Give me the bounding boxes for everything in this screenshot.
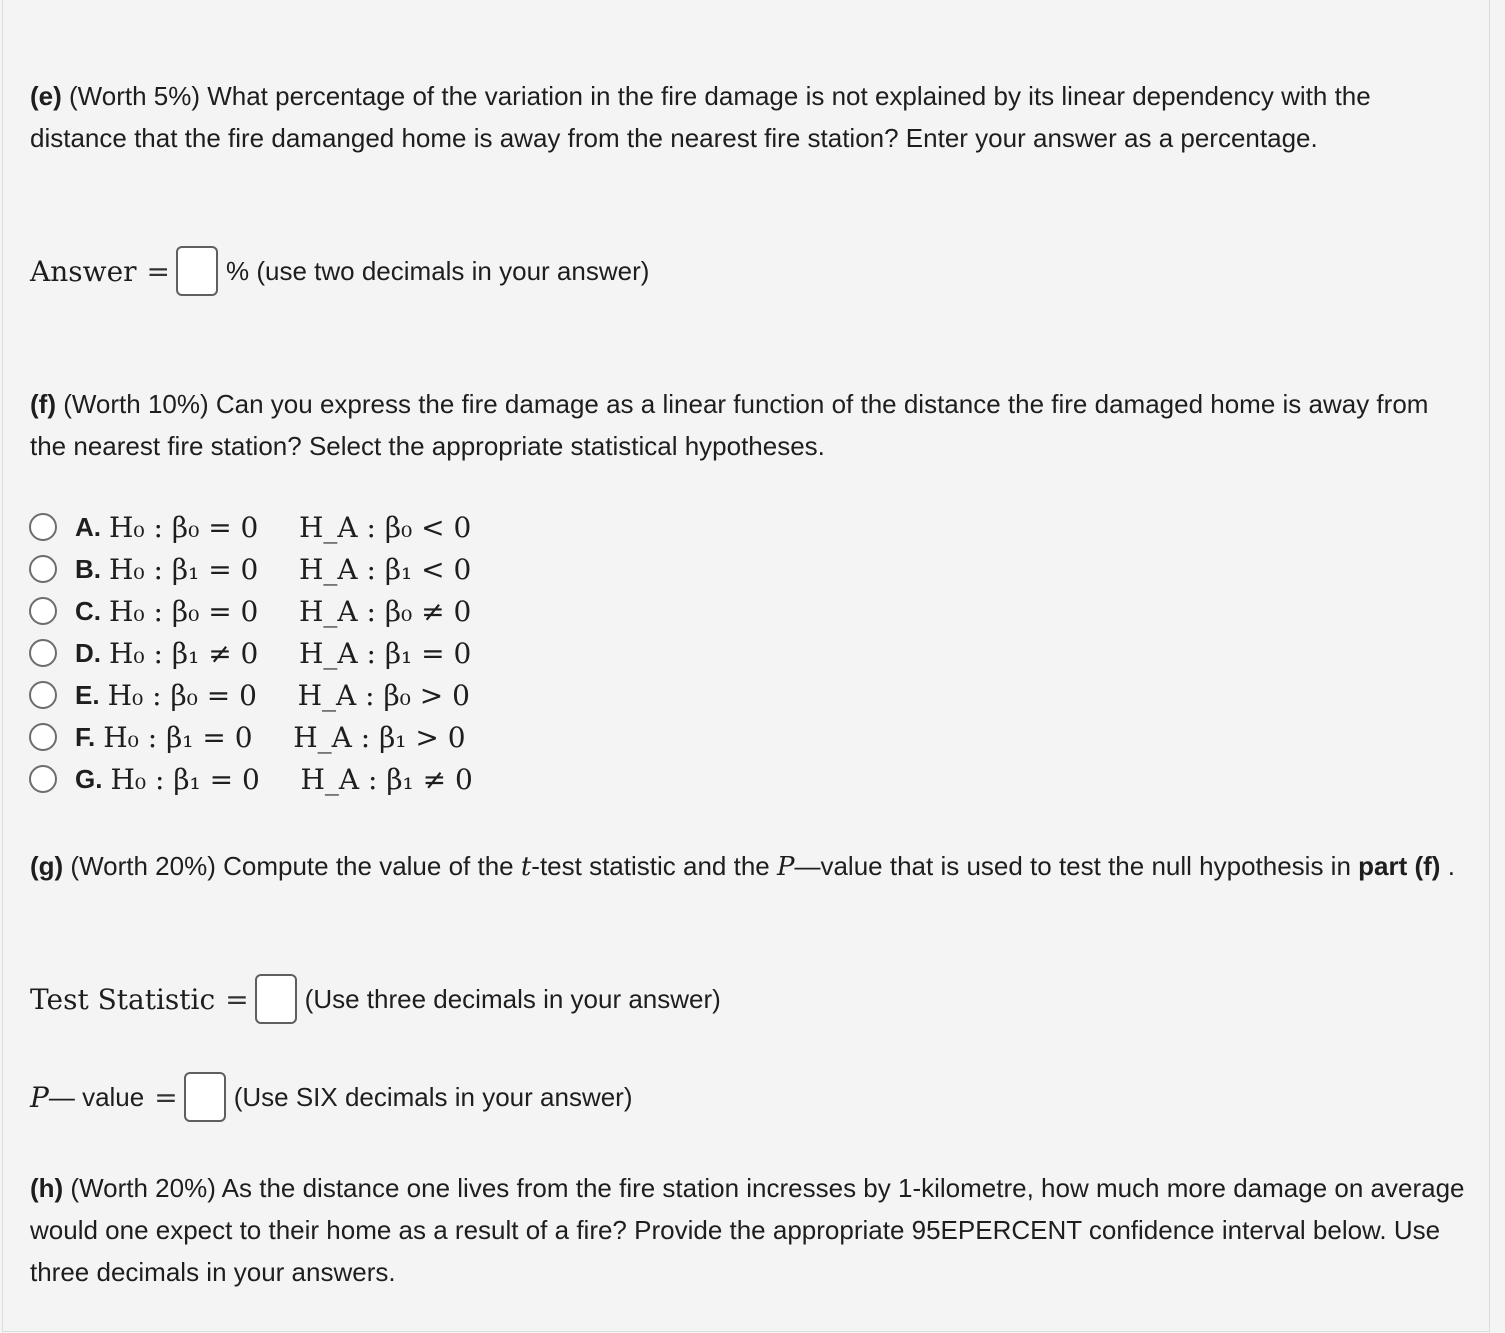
alternative-hypothesis: H_A : β₁ > 0	[293, 720, 466, 754]
part-g-text-1: (Worth 20%) Compute the value of the	[63, 851, 521, 881]
part-g-text-4: .	[1440, 851, 1455, 881]
option-letter: E.	[75, 679, 100, 710]
option-d[interactable]	[29, 632, 471, 674]
p-value-suffix: (Use SIX decimals in your answer)	[233, 1081, 633, 1112]
option-a[interactable]	[29, 506, 471, 548]
null-hypothesis: H₀ : β₁ = 0	[110, 762, 260, 796]
radio-a[interactable]	[29, 513, 57, 541]
option-letter: F.	[75, 721, 96, 752]
part-f-label: (f)	[30, 389, 56, 419]
option-letter: G.	[75, 763, 103, 794]
part-g-text-3: —value that is used to test the null hypothesis in	[794, 851, 1359, 881]
equals-sign: =	[146, 254, 171, 288]
part-g-prompt	[30, 845, 1470, 888]
radio-c[interactable]	[29, 597, 57, 625]
option-letter: D.	[75, 637, 101, 668]
part-h-prompt	[30, 1167, 1470, 1293]
p-value-row	[30, 1069, 633, 1125]
radio-b[interactable]	[29, 555, 57, 583]
part-g-text-2: -test statistic and the	[531, 851, 777, 881]
part-h-text: (Worth 20%) As the distance one lives from the fire station incresses by 1-kilometre, how much more damage on average would one expect to their home as a result of a fire? Provide the appropriate 95EPERCENT confidence interval below. Use three decimals in your answers.	[30, 1173, 1465, 1287]
part-g-label: (g)	[30, 851, 64, 881]
part-e-prompt	[30, 75, 1470, 159]
option-letter: A.	[75, 511, 101, 542]
part-e-answer-row	[30, 243, 649, 299]
null-hypothesis: H₀ : β₀ = 0	[107, 678, 257, 712]
part-f-text: (Worth 10%) Can you express the fire damage as a linear function of the distance the fire damaged home is away from the nearest fire station? Select the appropriate statistical hypotheses.	[30, 389, 1429, 461]
p-value-p: P	[30, 1080, 49, 1114]
null-hypothesis: H₀ : β₁ = 0	[103, 720, 253, 754]
answer-suffix: % (use two decimals in your answer)	[226, 255, 650, 286]
test-statistic-row	[30, 971, 721, 1027]
alternative-hypothesis: H_A : β₀ < 0	[299, 510, 472, 544]
p-value-input[interactable]	[184, 1072, 226, 1122]
question-page	[2, 0, 1490, 1332]
alternative-hypothesis: H_A : β₁ ≠ 0	[300, 762, 473, 796]
t-symbol: t	[520, 852, 532, 882]
option-g[interactable]	[29, 758, 473, 800]
null-hypothesis: H₀ : β₀ = 0	[109, 594, 259, 628]
null-hypothesis: H₀ : β₀ = 0	[109, 510, 259, 544]
alternative-hypothesis: H_A : β₁ < 0	[299, 552, 472, 586]
option-f[interactable]	[29, 716, 466, 758]
option-b[interactable]	[29, 548, 471, 590]
part-e-text: (Worth 5%) What percentage of the variation in the fire damage is not explained by its linear dependency with the distance that the fire damanged home is away from the nearest fire station? Enter your answer as a percentage.	[30, 81, 1371, 153]
radio-d[interactable]	[29, 639, 57, 667]
option-e[interactable]	[29, 674, 470, 716]
radio-f[interactable]	[29, 723, 57, 751]
answer-input[interactable]	[176, 246, 218, 296]
part-f-prompt	[30, 383, 1470, 467]
option-letter: C.	[75, 595, 101, 626]
radio-e[interactable]	[29, 681, 57, 709]
alternative-hypothesis: H_A : β₀ ≠ 0	[299, 594, 472, 628]
alternative-hypothesis: H_A : β₀ > 0	[297, 678, 470, 712]
option-letter: B.	[75, 553, 101, 584]
test-statistic-label: Test Statistic	[30, 982, 216, 1016]
equals-sign: =	[225, 982, 249, 1016]
null-hypothesis: H₀ : β₁ = 0	[109, 552, 259, 586]
option-c[interactable]	[29, 590, 471, 632]
part-e-label: (e)	[30, 81, 62, 111]
p-symbol: P	[776, 852, 795, 882]
radio-g[interactable]	[29, 765, 57, 793]
test-statistic-suffix: (Use three decimals in your answer)	[304, 983, 721, 1014]
answer-label: Answer	[30, 254, 137, 288]
part-f-reference: part (f)	[1358, 851, 1441, 881]
part-h-label: (h)	[30, 1173, 64, 1203]
equals-sign: =	[154, 1080, 178, 1114]
alternative-hypothesis: H_A : β₁ = 0	[299, 636, 472, 670]
test-statistic-input[interactable]	[255, 974, 297, 1024]
null-hypothesis: H₀ : β₁ ≠ 0	[109, 636, 259, 670]
p-value-label: — value	[48, 1081, 145, 1112]
